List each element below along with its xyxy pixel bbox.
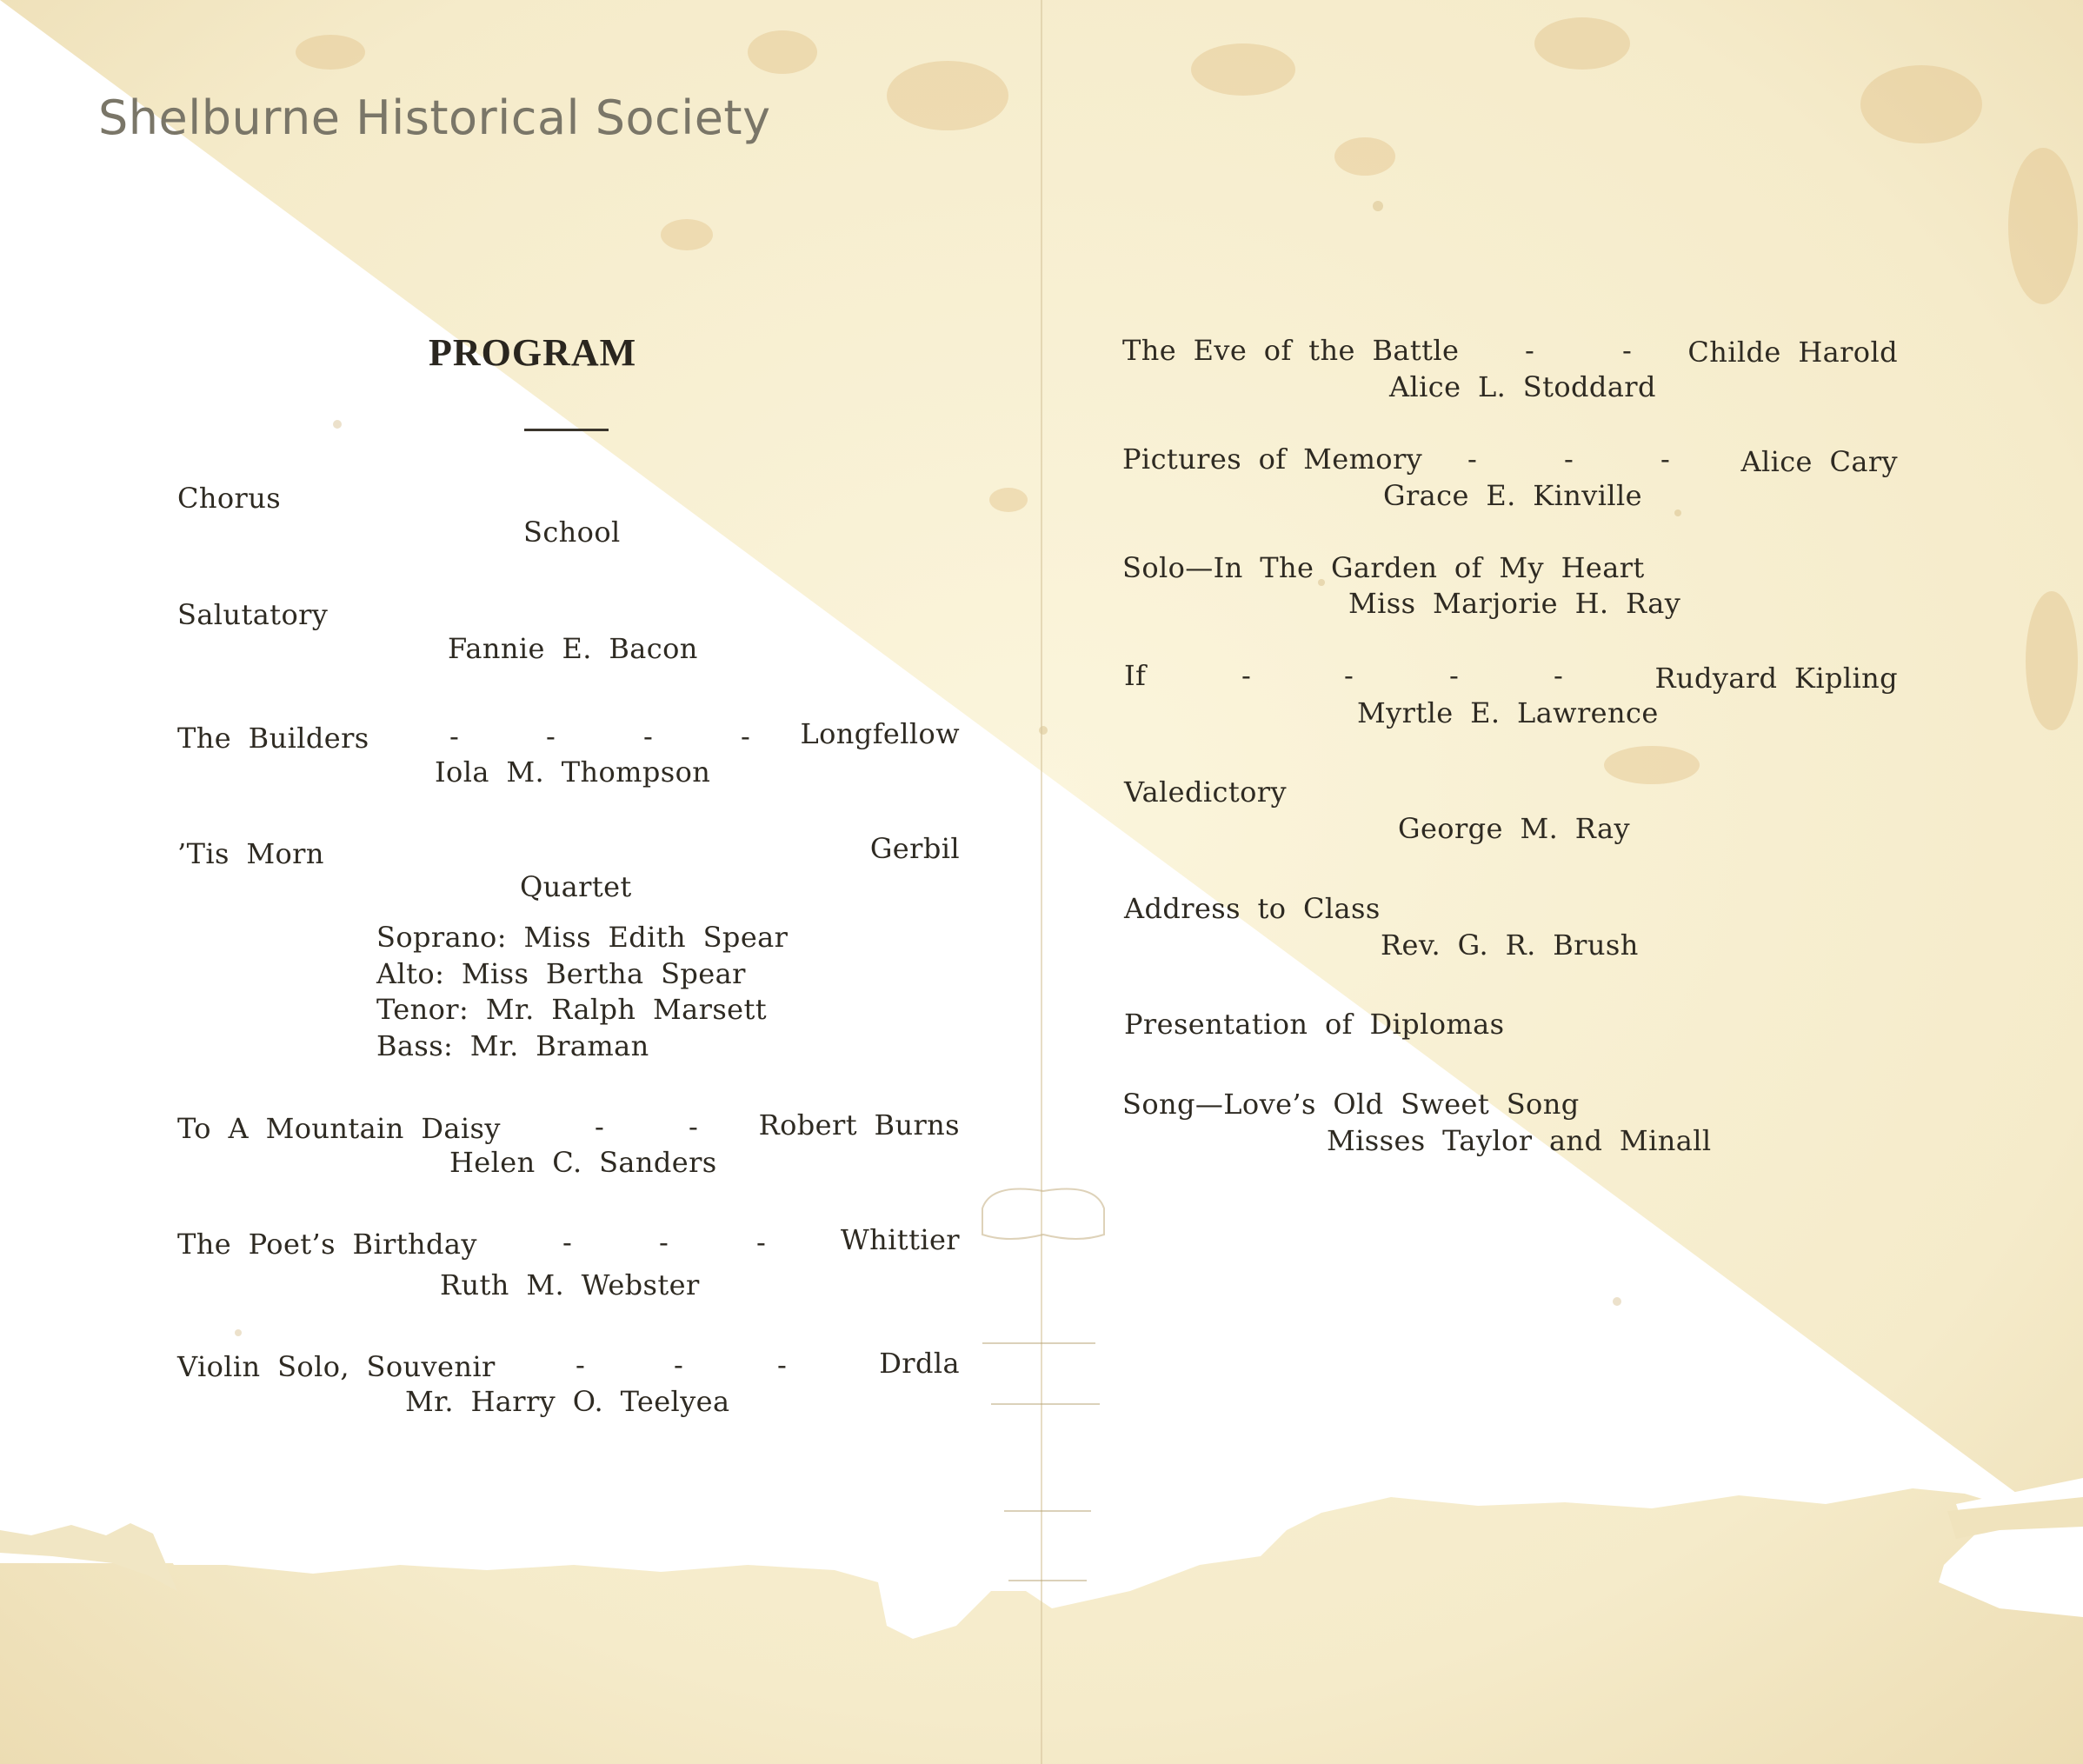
tis-morn-author: Gerbil xyxy=(869,832,960,865)
poets-birthday-dash: - xyxy=(756,1226,766,1259)
if-author: Rudyard Kipling xyxy=(1654,662,1898,695)
quartet-tenor: Tenor: Mr. Ralph Marsett xyxy=(376,993,768,1026)
address-title: Address to Class xyxy=(1124,892,1381,925)
chorus-performer: School xyxy=(523,516,621,549)
page-title: PROGRAM xyxy=(429,331,637,374)
chorus-title: Chorus xyxy=(177,482,282,515)
if-dash: - xyxy=(1344,659,1354,692)
watermark: Shelburne Historical Society xyxy=(98,90,771,145)
quartet-alto: Alto: Miss Bertha Spear xyxy=(376,957,746,990)
diplomas-title: Presentation of Diplomas xyxy=(1124,1008,1505,1041)
eve-of-battle-dash: - xyxy=(1622,334,1632,367)
mountain-daisy-title: To A Mountain Daisy xyxy=(177,1112,501,1145)
builders-dash: - xyxy=(546,720,556,753)
solo-garden-performer: Miss Marjorie H. Ray xyxy=(1348,587,1681,620)
salutatory-performer: Fannie E. Bacon xyxy=(448,632,698,665)
poets-birthday-title: The Poet’s Birthday xyxy=(177,1228,477,1261)
eve-of-battle-title: The Eve of the Battle xyxy=(1122,334,1460,367)
poets-birthday-performer: Ruth M. Webster xyxy=(440,1268,700,1301)
song-title: Song—Love’s Old Sweet Song xyxy=(1122,1088,1580,1121)
if-dash: - xyxy=(1241,659,1251,692)
pictures-of-memory-dash: - xyxy=(1564,443,1574,476)
title-rule xyxy=(524,429,609,431)
eve-of-battle-author: Childe Harold xyxy=(1687,336,1898,369)
pictures-of-memory-title: Pictures of Memory xyxy=(1122,443,1423,476)
valedictory-title: Valedictory xyxy=(1124,775,1287,809)
violin-solo-title: Violin Solo, Souvenir xyxy=(177,1350,496,1383)
violin-solo-performer: Mr. Harry O. Teelyea xyxy=(405,1385,730,1418)
mountain-daisy-performer: Helen C. Sanders xyxy=(449,1146,717,1179)
builders-performer: Iola M. Thompson xyxy=(435,756,711,789)
if-dash: - xyxy=(1554,659,1563,692)
address-performer: Rev. G. R. Brush xyxy=(1381,929,1639,962)
poets-birthday-dash: - xyxy=(562,1226,572,1259)
builders-dash: - xyxy=(643,720,653,753)
violin-solo-dash: - xyxy=(576,1348,585,1381)
valedictory-performer: George M. Ray xyxy=(1398,812,1630,845)
violin-solo-dash: - xyxy=(674,1348,683,1381)
builders-title: The Builders xyxy=(177,722,369,755)
eve-of-battle-performer: Alice L. Stoddard xyxy=(1389,370,1656,403)
if-title: If xyxy=(1124,659,1147,692)
pictures-of-memory-dash: - xyxy=(1660,443,1670,476)
tis-morn-performer: Quartet xyxy=(520,870,632,903)
eve-of-battle-dash: - xyxy=(1525,334,1534,367)
tis-morn-title: ’Tis Morn xyxy=(177,837,324,870)
pictures-of-memory-performer: Grace E. Kinville xyxy=(1383,479,1642,512)
mountain-daisy-dash: - xyxy=(595,1110,604,1143)
solo-garden-title: Solo—In The Garden of My Heart xyxy=(1122,551,1645,584)
mountain-daisy-author: Robert Burns xyxy=(758,1108,960,1142)
violin-solo-author: Drdla xyxy=(879,1347,960,1380)
poets-birthday-author: Whittier xyxy=(840,1223,960,1256)
builders-dash: - xyxy=(449,720,459,753)
if-performer: Myrtle E. Lawrence xyxy=(1357,696,1659,729)
if-dash: - xyxy=(1449,659,1459,692)
pictures-of-memory-author: Alice Cary xyxy=(1740,445,1898,478)
violin-solo-dash: - xyxy=(777,1348,787,1381)
builders-author: Longfellow xyxy=(800,717,960,750)
poets-birthday-dash: - xyxy=(659,1226,669,1259)
quartet-soprano: Soprano: Miss Edith Spear xyxy=(376,921,789,954)
mountain-daisy-dash: - xyxy=(689,1110,698,1143)
quartet-bass: Bass: Mr. Braman xyxy=(376,1029,649,1062)
song-performer: Misses Taylor and Minall xyxy=(1327,1124,1712,1157)
salutatory-title: Salutatory xyxy=(177,598,329,631)
builders-dash: - xyxy=(741,720,750,753)
pictures-of-memory-dash: - xyxy=(1467,443,1477,476)
